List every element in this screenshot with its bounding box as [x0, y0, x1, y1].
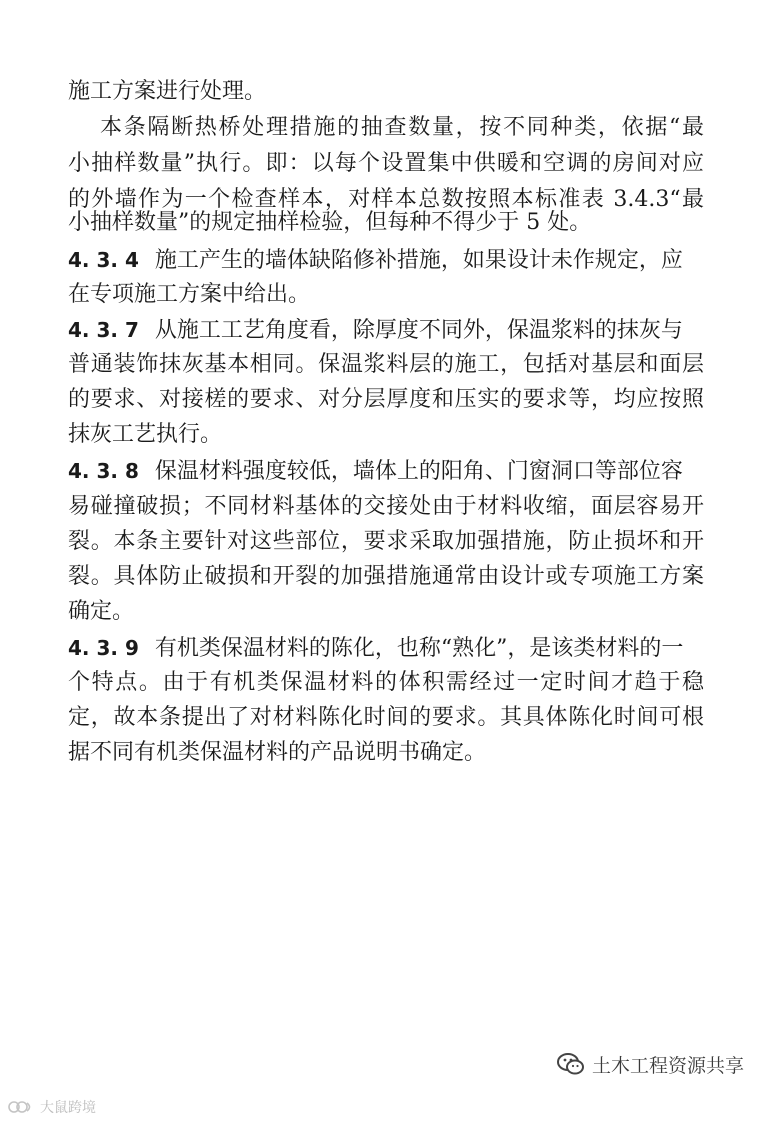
- text-line: 本条隔断热桥处理措施的抽查数量，按不同种类，依据“最: [100, 115, 704, 140]
- clause-number: 4. 3. 4: [68, 248, 139, 272]
- text-line: 定，故本条提出了对材料陈化时间的要求。其具体陈化时间可根: [68, 705, 704, 730]
- text-line: 裂。本条主要针对这些部位，要求采取加强措施，防止损坏和开: [68, 529, 704, 554]
- text-line: 据不同有机类保温材料的产品说明书确定。: [68, 740, 487, 765]
- text-line: 从施工工艺角度看，除厚度不同外，保温浆料的抹灰与: [154, 318, 683, 343]
- text-line: 易碰撞破损；不同材料基体的交接处由于材料收缩，面层容易开: [68, 494, 704, 519]
- text-line: 施工产生的墙体缺陷修补措施，如果设计未作规定，应: [154, 248, 683, 273]
- clause-4-3-9: [68, 633, 704, 663]
- clause-number: 4. 3. 9: [68, 636, 139, 660]
- text-line: 有机类保温材料的陈化，也称“熟化”，是该类材料的一: [154, 636, 684, 661]
- clause-4-3-4: [68, 245, 704, 275]
- text-line: 在专项施工方案中给出。: [68, 282, 311, 307]
- clause-number: 4. 3. 8: [68, 459, 139, 483]
- text-line: 确定。: [68, 599, 135, 624]
- channel-name: 土木工程资源共享: [592, 1054, 745, 1077]
- site-name: 大鼠跨境: [40, 1100, 96, 1116]
- text-line: 的要求、对接槎的要求、对分层厚度和压实的要求等，均应按照: [68, 387, 704, 412]
- text-line: 小抽样数量”的规定抽样检验，但每种不得少于 5 处。: [68, 210, 592, 235]
- wechat-icon: [556, 1051, 586, 1077]
- clause-number: 4. 3. 7: [68, 318, 139, 342]
- text-line: 抹灰工艺执行。: [68, 422, 223, 447]
- text-line: 施工方案进行处理。: [68, 79, 267, 104]
- text-line: 个特点。由于有机类保温材料的体积需经过一定时间才趋于稳: [68, 670, 704, 695]
- clause-4-3-8: [68, 456, 704, 486]
- text-line: 裂。具体防止破损和开裂的加强措施通常由设计或专项施工方案: [68, 564, 704, 589]
- channel-watermark: [556, 1049, 744, 1079]
- text-line: 的外墙作为一个检查样本，对样本总数按照本标准表 3.4.3“最: [68, 187, 704, 212]
- clause-4-3-7: [68, 315, 704, 345]
- rat-logo-icon: [8, 1099, 34, 1115]
- text-line: 保温材料强度较低，墙体上的阳角、门窗洞口等部位容: [154, 459, 683, 484]
- text-line: 普通装饰抹灰基本相同。保温浆料层的施工，包括对基层和面层: [68, 352, 704, 377]
- site-watermark: [8, 1096, 96, 1118]
- text-line: 小抽样数量”执行。即：以每个设置集中供暖和空调的房间对应: [68, 151, 704, 176]
